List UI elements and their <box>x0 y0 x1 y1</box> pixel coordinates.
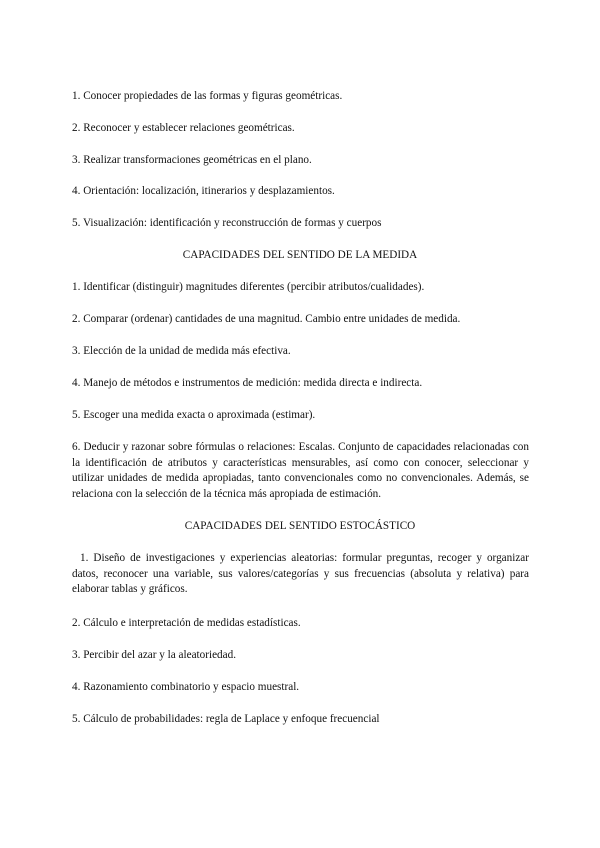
medida-item-6: 6. Deducir y razonar sobre fórmulas o relaciones: Escalas. Conjunto de capacidades relacionadas con la identificación de atributos y características mensurables, así como con conocer, seleccionar y utilizar unidades de medida apropiadas, tanto convencionales como no convencionales. Además, se relaciona con la selección de la técnica más apropiada de estimación. <box>72 441 529 500</box>
estocastico-item-3: 3. Percibir del azar y la aleatoriedad. <box>72 649 236 661</box>
medida-item-3: 3. Elección de la unidad de medida más efectiva. <box>72 345 291 357</box>
medida-item-5: 5. Escoger una medida exacta o aproximada (estimar). <box>72 409 316 421</box>
medida-item-4: 4. Manejo de métodos e instrumentos de medición: medida directa e indirecta. <box>72 377 423 389</box>
estocastico-item-4: 4. Razonamiento combinatorio y espacio muestral. <box>72 681 300 693</box>
medida-item-2: 2. Comparar (ordenar) cantidades de una magnitud. Cambio entre unidades de medida. <box>72 313 461 325</box>
geometry-item-3: 3. Realizar transformaciones geométricas en el plano. <box>72 154 312 166</box>
estocastico-item-5: 5. Cálculo de probabilidades: regla de Laplace y enfoque frecuencial <box>72 713 380 725</box>
geometry-item-5: 5. Visualización: identificación y reconstrucción de formas y cuerpos <box>72 217 382 229</box>
geometry-item-2: 2. Reconocer y establecer relaciones geométricas. <box>72 122 295 134</box>
geometry-item-4: 4. Orientación: localización, itinerarios y desplazamientos. <box>72 185 335 197</box>
medida-heading: CAPACIDADES DEL SENTIDO DE LA MEDIDA <box>182 249 418 261</box>
estocastico-item-2: 2. Cálculo e interpretación de medidas estadísticas. <box>72 617 301 629</box>
estocastico-heading: CAPACIDADES DEL SENTIDO ESTOCÁSTICO <box>184 520 416 532</box>
medida-item-1: 1. Identificar (distinguir) magnitudes diferentes (percibir atributos/cualidades). <box>72 281 425 293</box>
geometry-item-1: 1. Conocer propiedades de las formas y figuras geométricas. <box>72 90 343 102</box>
estocastico-item-1: 1. Diseño de investigaciones y experiencias aleatorias: formular preguntas, recoger y organizar datos, reconocer una variable, sus valores/categorías y sus frecuencias (absoluta y relativa) para elaborar tablas y gráficos. <box>72 552 529 595</box>
